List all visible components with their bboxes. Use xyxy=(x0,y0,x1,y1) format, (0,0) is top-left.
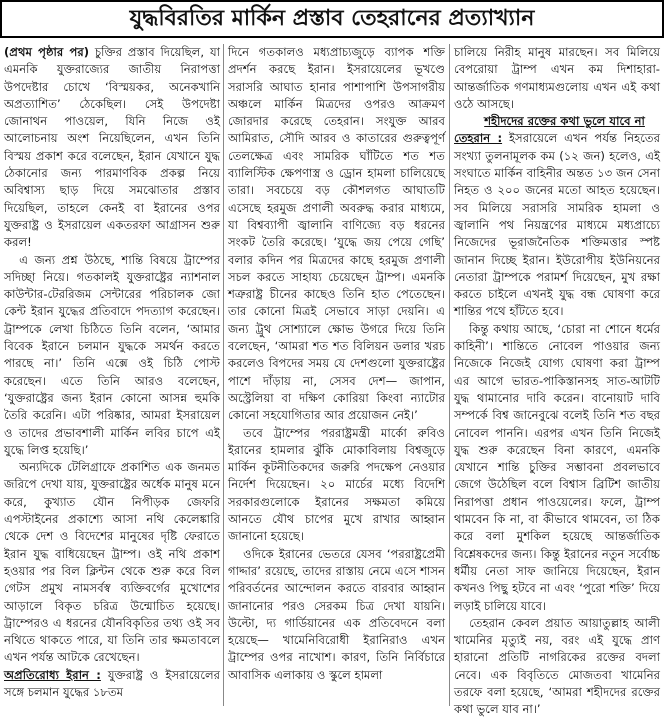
column-2 xyxy=(228,44,445,706)
column-3 xyxy=(454,44,660,717)
col3-paragraph-4: তেহরান কেবল প্রয়াত আয়াতুল্লাহ আলী খামেনির মৃত্যুই নয়, বরং এই যুদ্ধে প্রাণ হারানো প্রতিটি নাগরিকের রক্তের বদলা নেবে। এক বিবৃতিতে মোজতবা খামেনির তরফে বলা হয়েছে, ‘আমরা শহীদদের রক্তের কথা ভুলে যাব না।’ xyxy=(454,615,660,717)
column-rule-1 xyxy=(223,44,224,706)
subhead-martyrs-blood xyxy=(454,113,660,130)
col1-paragraph-3: অন্যদিকে টেলিগ্রাফে প্রকাশিত এক জনমত জরিপে দেখা যায়, যুক্তরাষ্ট্রের অর্ধেক মানুষ মনে করে, কুখ্যাত যৌন নিপীড়ক জেফরি এপস্টাইনের প্রকাশ্যে আসা নথি কেলেঙ্কারি থেকে দেশ ও বিদেশের মানুষের দৃষ্টি ফেরাতে ইরান যুদ্ধ বাধিয়েছেন ট্রাম্প। ওই নথি প্রকাশ হওয়ার পর বিল ক্লিন্টন থেকে শুরু করে বিল গেটস প্রমুখ নামসর্বস্ব ব্যক্তিবর্গের মুখোশের আড়ালে বিকৃত চরিত্র উন্মোচিত হয়েছে। ট্রাম্পেরও এ ধরনের যৌনবিকৃতির তথ্য ওই সব নথিতে থাকতে পারে, যা তিনি তার ক্ষমতাবলে এখন পর্যন্ত আটকে রেখেছেন। xyxy=(4,460,220,665)
column-rule-2 xyxy=(449,44,450,706)
col2-paragraph-1: দিনে গতকালও মধ্যপ্রাচ্যজুড়ে ব্যাপক শক্তি প্রদর্শন করছে ইরান। ইসরায়েলের ভূখণ্ডে সরাসরি আঘাত হানার পাশাপাশি উপসাগরীয় অঞ্চলে মার্কিন মিত্রদের ওপরও আক্রমণ জোরদার করেছে তেহরান। সংযুক্ত আরব আমিরাত, সৌদি আরব ও কাতারের গুরুত্বপূর্ণ তেলক্ষেত্র এবং সামরিক ঘাঁটিতে শত শত ব্যালিস্টিক ক্ষেপণাস্ত্র ও ড্রোন হামলা চালিয়েছে তারা। সবচেয়ে বড় কৌশলগত আঘাতটি এসেছে হরমুজ প্রণালী অবরুদ্ধ করার মাধ্যমে, যা বিশ্বব্যাপী জ্বালানি বাণিজ্যে বড় ধরনের সংকট তৈরি করেছে। ‘যুদ্ধে জয় পেয়ে গেছি’ বলার কদিন পর মিত্রদের কাছে হরমুজ প্রণালী সচল করতে সাহায্য চেয়েছেন ট্রাম্প। এমনকি শত্রুরাষ্ট্র চীনের কাছেও তিনি হাত পেতেছেন। তার কোনো মিত্রই সেভাবে সাড়া দেয়নি। এ জন্য ট্রুথ সোশ্যালে ক্ষোভ উগরে দিয়ে তিনি বলেছেন, ‘আমরা শত শত বিলিয়ন ডলার খরচ করলেও বিপদের সময় যে দেশগুলো যুক্তরাষ্ট্রের পাশে দাঁড়ায় না, সেসব দেশ— জাপান, অস্ট্রেলিয়া বা দক্ষিণ কোরিয়া কিংবা ন্যাটোর কোনো সহযোগিতার আর প্রয়োজন নেই।’ xyxy=(228,45,445,423)
col1-paragraph-2: এ জন্য প্রশ্ন উঠছে, শান্তি বিষয়ে ট্রাম্পের সদিচ্ছা নিয়ে। গতকালই যুক্তরাষ্ট্রের ন্যাশনাল কাউন্টার-টেররিজম সেন্টারের পরিচালক জো কেন্ট ইরান যুদ্ধের প্রতিবাদে পদত্যাগ করেছেন। ট্রাম্পকে লেখা চিঠিতে তিনি বলেন, ‘আমার বিবেক ইরানে চলমান যুদ্ধকে সমর্থন করতে পারছে না।’ তিনি এক্সে ওই চিঠি পোস্ট করেছেন। এতে তিনি আরও বলেছেন, ‘যুক্তরাষ্ট্রের জন্য ইরান কোনো আসন্ন হুমকি তৈরি করেনি। এটা পরিষ্কার, আমরা ইসরায়েল ও তাদের প্রভাবশালী মার্কিন লবির চাপে এই যুদ্ধে লিপ্ত হয়েছি।’ xyxy=(4,252,220,457)
col1-p4-text: যুক্তরাষ্ট্র ও ইসরায়েলের সঙ্গে চলমান যুদ্ধের ১৮তম xyxy=(4,667,220,699)
col1-paragraph-4 xyxy=(4,667,220,702)
col1-paragraph-1 xyxy=(4,44,220,252)
col3-paragraph-2 xyxy=(454,130,660,320)
subhead-martyrs-blood-text: শহীদদের রক্তের কথা ভুলে যাবে না xyxy=(484,114,645,129)
column-1 xyxy=(4,44,220,706)
dateline-tehran: তেহরান : xyxy=(454,131,503,146)
col3-paragraph-1: চালিয়ে নিরীহ মানুষ মারছেন। সব মিলিয়ে বেপরোয়া ট্রাম্প এখন কম দিশাহারা- আন্তর্জাতিক গণমাধ্যমগুলোয় এখন এই কথা ওঠে আসছে। xyxy=(454,45,660,111)
subhead-unstoppable-iran: অপ্রতিরোধ্য ইরান : xyxy=(4,667,101,682)
col2-paragraph-3: ওদিকে ইরানের ভেতরে যেসব ‘পররাষ্ট্রপ্রেমী গাদ্দার’ রয়েছে, তাদের রাস্তায় নেমে এসে শাসন পরিবর্তনের আন্দোলন করতে বারবার আহ্বান জানানোর পরও সেরকম চিত্র দেখা যায়নি। উল্টো, দ্য গার্ডিয়ানের এক প্রতিবেদনে বলা হয়েছে— খামেনিবিরোধী ইরানিরাও এখন ট্রাম্পের ওপর নাখোশ। কারণ, তিনি নির্বিচারে আবাসিক এলাকায় ও স্কুলে হামলা xyxy=(228,546,445,682)
headline: যুদ্ধবিরতির মার্কিন প্রস্তাব তেহরানের প্রত্যাখ্যান xyxy=(129,6,535,31)
col3-p2-text: ইসরায়েলে এখন পর্যন্ত নিহতের সংখ্যা তুলনামূলক কম (১২ জন) হলেও, এই সংঘাতে মার্কিন বাহিনীর অন্তত ১৩ জন সেনা নিহত ও ২০০ জনের মতো আহত হয়েছেন। সব মিলিয়ে সরাসরি সামরিক হামলা ও জ্বালানি পথ নিয়ন্ত্রণের মাধ্যমে মধ্যপ্রাচ্যে নিজেদের ভূরাজনৈতিক শক্তিমত্তার স্পষ্ট জানান দিচ্ছে ইরান। ইউরোপীয় ইউনিয়নের নেতারা ট্রাম্পকে পরামর্শ দিয়েছেন, মুখ রক্ষা করতে চাইলে এখনই যুদ্ধ বন্ধ ঘোষণা করে শান্তির পথে হাঁটতে হবে। xyxy=(454,131,660,319)
continued-from-front-page: (প্রথম পৃষ্ঠার পর) xyxy=(4,45,89,59)
col1-p1-text: চুক্তির প্রস্তাব দিয়েছিল, যা এমনকি যুক্তরাজ্যের জাতীয় নিরাপত্তা উপদেষ্টার চোখে ‘বিস্ময়কর, অনেকখানি অপ্রত্যাশিত’ ঠেকেছিল। সেই উপদেষ্টা জোনাথন পাওয়েল, যিনি নিজে ওই আলোচনায় অংশ নিয়েছিলেন, এখন তিনি বিস্ময় প্রকাশ করে বলেছেন, ইরান যেখানে যুদ্ধ ঠেকানোর জন্য পারমাণবিক প্রকল্প নিয়ে অবিশ্বাস্য ছাড় দিয়ে সমঝোতার প্রস্তাব দিয়েছিল, তাহলে কেনই বা ইরানের ওপর যুক্তরাষ্ট্র ও ইসরায়েল একতরফা আগ্রাসন শুরু করল! xyxy=(4,45,220,250)
col3-paragraph-3: কিন্তু কথায় আছে, ‘চোরা না শোনে ধর্মের কাহিনী’। শান্তিতে নোবেল পাওয়ার জন্য নিজেকে নিজেই যোগ্য ঘোষণা করা ট্রাম্প এর আগে ভারত-পাকিস্তানসহ সাত-আটটি যুদ্ধ থামানোর দাবি করেন। বানোয়াট দাবি সম্পর্কে বিশ্ব জানেবুঝে বলেই তিনি শত বছর নোবেল পাননি। এরপর এখন তিনি নিজেই যুদ্ধ শুরু করেছেন বিনা কারণে, এমনকি যেখানে শান্তি চুক্তির সম্ভাবনা প্রবলভাবে জেগে উঠেছিল বলে বিশ্বাস ব্রিটিশ জাতীয় নিরাপত্তা প্রধান পাওয়েলের। ফলে, ট্রাম্প থামবেন কি না, বা কীভাবে থামবেন, তা ঠিক করে বলা মুশকিল হয়েছে আন্তর্জাতিক বিশ্লেষকদের জন্য। কিন্তু ইরানের নতুন সর্বোচ্চ ধর্মীয় নেতা সাফ জানিয়ে দিয়েছেন, ইরান কখনও পিছু হটবে না এবং ‘পুরো শক্তি’ দিয়ে লড়াই চালিয়ে যাবে। xyxy=(454,321,660,613)
col2-paragraph-2: তবে ট্রাম্পের পররাষ্ট্রমন্ত্রী মার্কো রুবিও ইরানের হামলার ঝুঁকি মোকাবিলায় বিশ্বজুড়ে মার্কিন কূটনীতিকদের জরুরি পদক্ষেপ নেওয়ার নির্দেশ দিয়েছেন। ২০ মার্চের মধ্যে বিদেশি সরকারগুলোকে ইরানের সক্ষমতা কমিয়ে আনতে যৌথ চাপের মুখে রাখার আহ্বান জানানো হয়েছে। xyxy=(228,425,445,544)
headline-box xyxy=(0,0,664,38)
